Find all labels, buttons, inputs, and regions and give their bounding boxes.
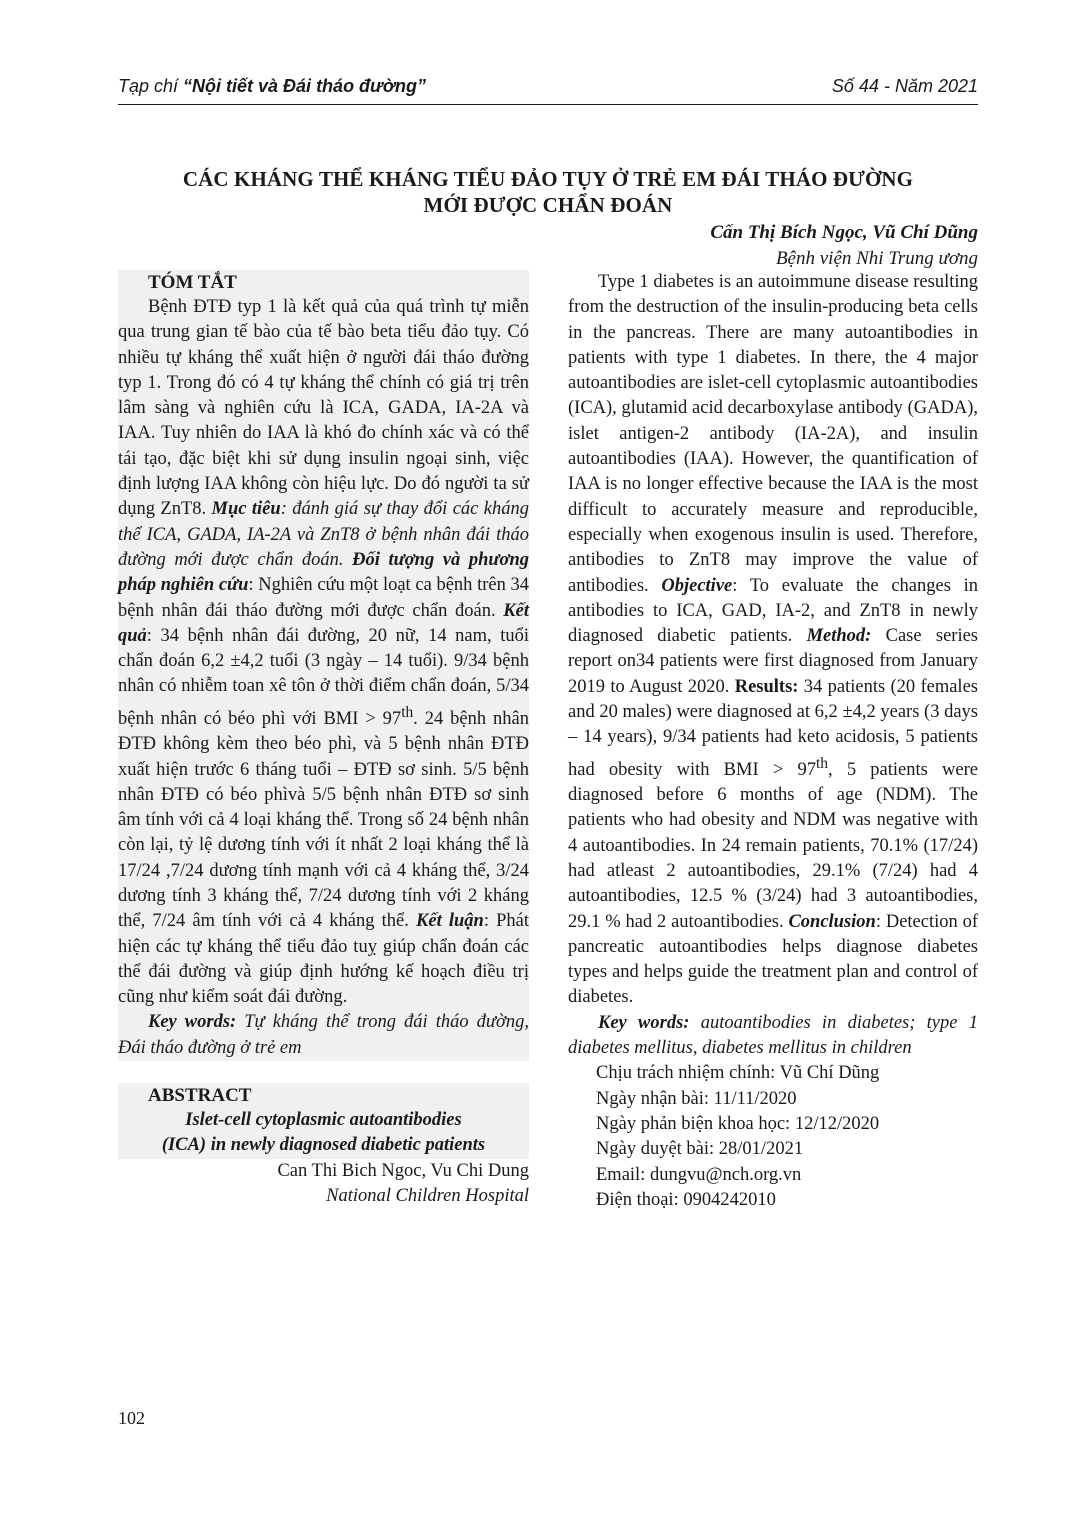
article-title bbox=[118, 166, 978, 218]
right-column bbox=[568, 270, 978, 1213]
journal-prefix: Tạp chí bbox=[118, 76, 184, 96]
objective-label-vi: Mục tiêu bbox=[211, 499, 281, 520]
conclusion-label-en: Conclusion bbox=[788, 911, 876, 932]
results-sup-vi: th bbox=[401, 703, 414, 721]
results-label-en: Results: bbox=[734, 676, 799, 697]
keywords-en bbox=[568, 1011, 978, 1062]
review-date: Ngày phản biện khoa học: 12/12/2020 bbox=[596, 1113, 880, 1134]
summary-heading: TÓM TẮT bbox=[148, 272, 237, 293]
keywords-vi bbox=[118, 1010, 529, 1061]
keywords-text-vi: Tự kháng thể trong đái tháo đường, Đái tháo đường ở trẻ em bbox=[118, 1012, 529, 1058]
title-line-2: MỚI ĐƯỢC CHẨN ĐOÁN bbox=[423, 193, 673, 217]
results-text-en-b: , 5 patients were diagnosed before 6 months of age (NDM). The patients who had obesity and NDM was negative with 4 autoantibodies. In 24 remain patients, 70.1% (17/24) had atleast 2 autoantibodies, 29.1% (7/24) had 4 autoantibodies, 12.5 % (3/24) had 3 autoantibodies, 29.1 % had 2 autoantibodies. bbox=[568, 759, 978, 932]
abstract-text: Type 1 diabetes is an autoimmune disease resulting from the destruction of the insulin-producing beta cells in the pancreas. There are many autoantibodies in patients with type 1 diabetes. In there, the 4 major autoantibodies are islet-cell cytoplasmic autoantibodies (ICA), glutamid acid decarboxylase antibody (GADA), islet antigen-2 antibody (IA-2A), and insulin autoantibodies (IAA). However, the quantification of IAA is no longer effective because the IAA is the most difficult to accurately measure and reproducible, especially when exogenous insulin is used. Therefore, antibodies to ZnT8 may improve the value of antibodies. bbox=[568, 272, 978, 596]
results-text-vi-a: : 34 bệnh nhân đái đường, 20 nữ, 14 nam, tuổi chẩn đoán 6,2 ±4,2 tuổi (3 ngày – 14 tuổi). 9/34 bệnh nhân có nhiễm toan xê tôn ở thời điểm chẩn đoán, 5/34 bệnh nhân có béo phì với BMI > 97 bbox=[118, 625, 529, 729]
journal-name: “Nội tiết và Đái tháo đường” bbox=[183, 76, 426, 96]
contact-phone: Điện thoại: 0904242010 bbox=[596, 1189, 776, 1210]
author-institution: Bệnh viện Nhi Trung ương bbox=[775, 248, 978, 269]
title-line-1: CÁC KHÁNG THỂ KHÁNG TIỂU ĐẢO TỤY Ở TRẺ EM ĐÁI THÁO ĐƯỜNG bbox=[182, 167, 914, 191]
method-label-en: Method: bbox=[806, 626, 872, 647]
abstract-heading: ABSTRACT bbox=[118, 1083, 529, 1108]
abstract-title-line-2: (ICA) in newly diagnosed diabetic patients bbox=[118, 1133, 529, 1158]
abstract-institution: National Children Hospital bbox=[326, 1185, 529, 1206]
corresponding-author: Chịu trách nhiệm chính: Vũ Chí Dũng bbox=[596, 1063, 880, 1084]
journal-title bbox=[118, 76, 426, 97]
results-label-vi: Kết quả bbox=[118, 600, 529, 646]
abstract-title-line-1: Islet-cell cytoplasmic autoantibodies bbox=[118, 1108, 529, 1133]
methods-text-vi: : Nghiên cứu một loạt ca bệnh trên 34 bệnh nhân đái tháo đường mới được chẩn đoán. bbox=[118, 575, 529, 621]
keywords-label-vi: Key words: bbox=[148, 1012, 237, 1033]
issue-label: Số 44 - Năm 2021 bbox=[831, 76, 978, 96]
vietnamese-summary bbox=[118, 270, 529, 1061]
keywords-label-en: Key words: bbox=[598, 1012, 690, 1033]
summary-paragraph bbox=[118, 295, 529, 1010]
conclusion-text-vi: : Phát hiện các tự kháng thể tiểu đảo tuỵ giúp chẩn đoán các thể đái đường và giúp định hướng kế hoạch điều trị cũng như kiểm soát đái đường. bbox=[118, 911, 529, 1008]
accepted-date: Ngày duyệt bài: 28/01/2021 bbox=[596, 1139, 804, 1160]
keywords-text-en: autoantibodies in diabetes; type 1 diabetes mellitus, diabetes mellitus in children bbox=[568, 1012, 978, 1059]
english-abstract-header bbox=[118, 1083, 529, 1209]
abstract-paragraph bbox=[568, 270, 978, 1011]
conclusion-text-en: : Detection of pancreatic autoantibodies helps diagnose diabetes types and helps guide the treatment plan and control of diabetes. bbox=[568, 911, 978, 1008]
results-sup-en: th bbox=[816, 754, 828, 772]
left-column bbox=[118, 270, 529, 1209]
results-text-vi-b: . 24 bệnh nhân ĐTĐ không kèm theo béo phì, và 5 bệnh nhân ĐTĐ xuất hiện trước 6 tháng tuổi – ĐTĐ sơ sinh. 5/5 bệnh nhân ĐTĐ có béo phìvà 5/5 bệnh nhân ĐTĐ sơ sinh âm tính với cả 4 loại kháng thể. Trong số 24 bệnh nhân còn lại, tỷ lệ dương tính với ít nhất 2 loại kháng thể là 17/24 ,7/24 dương tính mạnh với cả 4 kháng thể, 3/24 dương tính 3 kháng thể, 7/24 dương tính với 2 kháng thể, 7/24 âm tính với cả 4 kháng thể. bbox=[118, 708, 529, 932]
article-metadata bbox=[568, 1061, 978, 1213]
objective-text-vi: : đánh giá sự thay đổi các kháng thể ICA, GADA, IA-2A và ZnT8 ở bệnh nhân đái tháo đường mới được chẩn đoán. bbox=[118, 499, 529, 570]
conclusion-label-vi: Kết luận bbox=[416, 911, 484, 932]
header-rule bbox=[118, 104, 978, 105]
running-header bbox=[118, 76, 978, 104]
summary-text: Bệnh ĐTĐ typ 1 là kết quả của quá trình tự miễn qua trung gian tế bào của tế bào beta tiểu đảo tụy. Có nhiều tự kháng thể xuất hiện ở người đái tháo đường typ 1. Trong đó có 4 tự kháng thể chính có giá trị trên lâm sàng và nghiên cứu là ICA, GADA, IA-2A và IAA. Tuy nhiên do IAA là khó đo chính xác và có thể tái tạo, đặc biệt khi sử dụng insulin ngoại sinh, việc định lượng IAA không còn hiệu lực. Do đó người ta sử dụng ZnT8. bbox=[118, 297, 529, 520]
author-names: Cấn Thị Bích Ngọc, Vũ Chí Dũng bbox=[710, 222, 978, 243]
methods-label-vi: Đối tượng và phương pháp nghiên cứu bbox=[118, 549, 529, 596]
author-block bbox=[710, 220, 978, 272]
received-date: Ngày nhận bài: 11/11/2020 bbox=[596, 1088, 797, 1109]
results-text-en-a: 34 patients (20 females and 20 males) were diagnosed at 6,2 ±4,2 years (3 days – 14 years), 9/34 patients had keto acidosis, 5 patients had obesity with BMI > 97 bbox=[568, 676, 978, 780]
contact-email: Email: dungvu@nch.org.vn bbox=[596, 1164, 802, 1185]
objective-label-en: Objective bbox=[661, 575, 733, 596]
objective-text-en: : To evaluate the changes in antibodies to ICA, GAD, IA-2, and ZnT8 in newly diagnosed diabetic patients. bbox=[568, 575, 979, 647]
abstract-authors: Can Thi Bich Ngoc, Vu Chi Dung bbox=[277, 1160, 529, 1181]
method-text-en: Case series report on34 patients were first diagnosed from January 2019 to August 2020. bbox=[568, 626, 978, 697]
page-number: 102 bbox=[118, 1408, 145, 1428]
